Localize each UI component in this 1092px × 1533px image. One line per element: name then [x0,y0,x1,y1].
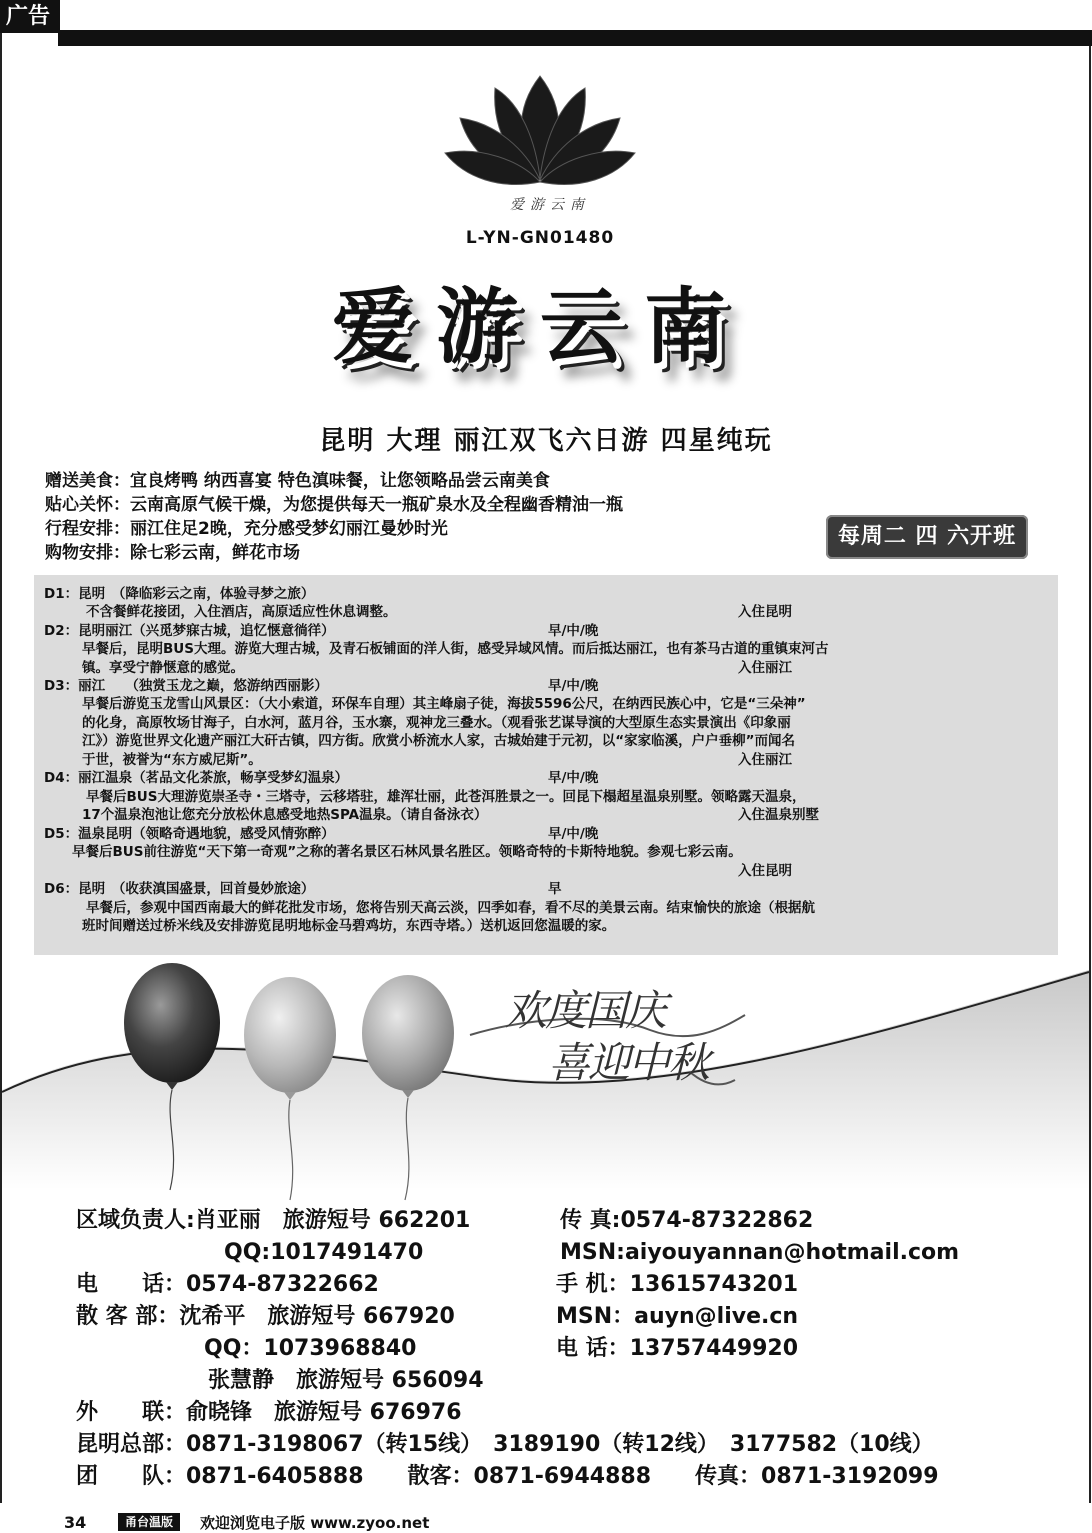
contact-external: 外 联：俞晓锋 旅游短号 676976 [76,1400,462,1425]
contact-qq-2: QQ：1073968840 [204,1336,417,1361]
itinerary-d4-stay: 入住温泉别墅 [738,807,819,823]
contact-staff-zhang: 张慧静 旅游短号 656094 [208,1368,484,1393]
itinerary-d4-meal: 早/中/晚 [548,770,599,786]
itinerary-d5-stay: 入住昆明 [738,863,792,879]
itinerary-d3-body: 的化身，高原牧场甘海子，白水河，蓝月谷，玉水寨，观神龙三叠水。（观看张艺谋导演的大型原生态实景演出《印象丽 [82,715,791,731]
logo-script-text: 爱游云南 [510,197,590,213]
itinerary-d1-title: D1：昆明 （降临彩云之南，体验寻梦之旅） [44,586,315,602]
contact-msn-1: MSN:aiyouyannan@hotmail.com [560,1240,960,1265]
page-title: 爱游云南 [331,279,748,375]
footer-website-link[interactable]: 欢迎浏览电子版 www.zyoo.net [200,1514,430,1532]
tour-subtitle: 昆明 大理 丽江双飞六日游 四星纯玩 [319,426,773,456]
departure-badge: 每周二 四 六开班 [826,515,1028,559]
contact-qq-1: QQ:1017491470 [224,1240,424,1265]
page-number: 34 [64,1513,87,1532]
header-tag: 广告 [0,0,60,33]
itinerary-d2-title: D2：昆明丽江（兴觅梦寐古城，追忆惬意徜徉） [44,623,335,639]
festival-slogan-line1: 欢度国庆 [505,986,666,1035]
contact-regional-manager: 区域负责人:肖亚丽 旅游短号 662201 [76,1208,471,1233]
itinerary-d6-title: D6：昆明 （收获滇国盛景，回首曼妙旅途） [44,881,315,897]
itinerary-box [34,575,1058,955]
contact-mobile: 手 机：13615743201 [556,1272,799,1297]
itinerary-d3-stay: 入住丽江 [738,752,792,768]
itinerary-d4-body: 早餐后BUS大理游览崇圣寺・三塔寺，云移塔驻，雄浑壮丽，此苍洱胜景之一。回昆下榻超星温泉别墅。领略露天温泉， [86,789,806,805]
contact-phone: 电 话：0574-87322662 [76,1272,379,1297]
itinerary-d3-body: 江》）游览世界文化遗产丽江大矸古镇，四方街。欣赏小桥流水人家，古城始建于元初，以“家家临溪，户户垂柳”而闻名 [82,733,795,749]
itinerary-d5-body: 早餐后BUS前往游览“天下第一奇观”之称的著名景区石林风景名胜区。领略奇特的卡斯特地貌。参观七彩云南。 [72,844,742,860]
header-bar [58,30,1092,46]
edition-logo: 甬台温版 [118,1513,180,1531]
highlight-food: 赠送美食：宜良烤鸭 纳西喜宴 特色滇味餐，让您领略品尝云南美食 [45,471,550,491]
itinerary-d2-body: 早餐后，昆明BUS大理。游览大理古城，及青石板铺面的洋人街，感受异域风情。而后抵达丽江，也有茶马古道的重镇束河古 [82,641,829,657]
itinerary-d3-title: D3：丽江 （独赏玉龙之巅，悠游纳西丽影） [44,678,328,694]
itinerary-d5-meal: 早/中/晚 [548,826,599,842]
itinerary-d3-meal: 早/中/晚 [548,678,599,694]
itinerary-d4-title: D4：丽江温泉（茗品文化茶旅，畅享受梦幻温泉） [44,770,349,786]
contact-fax: 传 真:0574-87322862 [560,1208,814,1233]
itinerary-d6-body: 早餐后，参观中国西南最大的鲜花批发市场，您将告别天高云淡，四季如春，看不尽的美景云南。结束愉快的旅途（根据航 [86,900,815,916]
itinerary-d1-body: 不含餐鲜花接团，入住酒店，高原适应性休息调整。 [86,604,397,620]
highlight-schedule: 行程安排：丽江住足2晚，充分感受梦幻丽江曼妙时光 [45,519,448,539]
itinerary-d3-body: 于世，被誉为“东方威尼斯”。 [82,752,262,768]
itinerary-d3-body: 早餐后游览玉龙雪山风景区：（大小索道，环保车自理）其主峰扇子徒，海拔5596公尺，在纳西民族心中，它是“三朵神” [82,696,806,712]
contact-phone-2: 电 话：13757449920 [556,1336,799,1361]
itinerary-d5-title: D5：温泉昆明（领略奇遇地貌，感受风情弥醉） [44,826,335,842]
festival-slogan-line2: 喜迎中秋 [548,1038,709,1087]
itinerary-d2-body: 镇。享受宁静惬意的感觉。 [82,660,244,676]
itinerary-d2-meal: 早/中/晚 [548,623,599,639]
itinerary-d6-meal: 早 [548,881,562,897]
contact-kunming-hq: 昆明总部：0871-3198067（转15线） 3189190（转12线） 3177582（10线） [76,1432,934,1457]
highlight-shopping: 购物安排：除七彩云南，鲜花市场 [45,543,300,563]
contact-msn-2: MSN：auyn@live.cn [556,1304,799,1329]
highlight-care: 贴心关怀：云南高原气候干燥，为您提供每天一瓶矿泉水及全程幽香精油一瓶 [45,495,623,515]
itinerary-d6-body: 班时间赠送过桥米线及安排游览昆明地标金马碧鸡坊，东西寺塔。）送机返回您温暖的家。 [82,918,616,934]
itinerary-d4-body: 17个温泉泡池让您充分放松休息感受地热SPA温泉。（请自备泳衣） [82,807,488,823]
itinerary-d2-stay: 入住丽江 [738,660,792,676]
contact-individual-dept: 散 客 部：沈希平 旅游短号 667920 [76,1304,455,1329]
itinerary-d1-stay: 入住昆明 [738,604,792,620]
contact-group: 团 队：0871-6405888 散客：0871-6944888 传真：0871-3192099 [76,1464,939,1489]
license-number: L-YN-GN01480 [465,228,615,248]
